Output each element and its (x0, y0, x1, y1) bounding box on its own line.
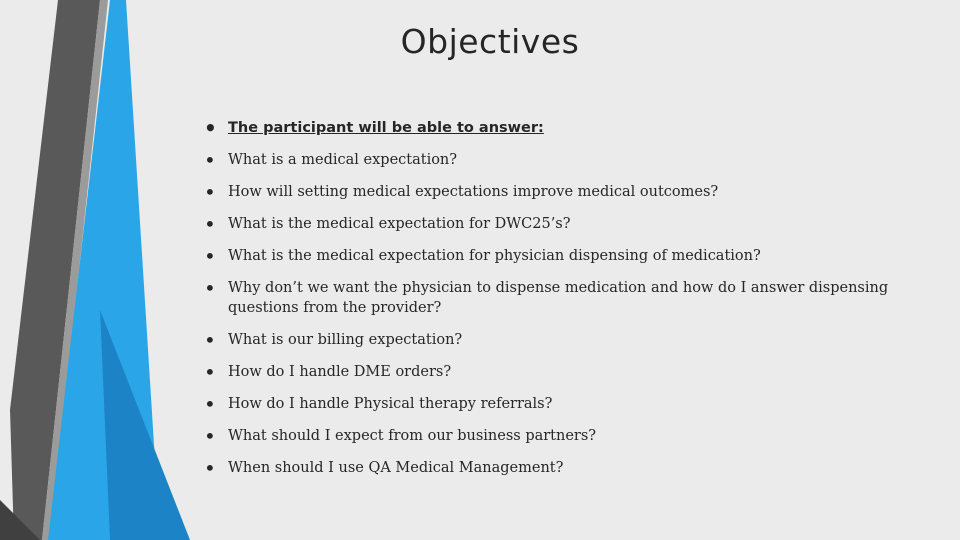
bullet-dot: • (204, 276, 216, 300)
bullet-text: How will setting medical expectations improve medical outcomes? (228, 184, 719, 200)
bullet-list (204, 118, 904, 490)
bullet-dot: • (204, 180, 216, 204)
bullet-text: What should I expect from our business partners? (228, 428, 597, 444)
bullet-dot: • (204, 148, 216, 172)
bullet-item (204, 118, 904, 138)
bullet-item (204, 182, 904, 202)
bullet-text: What is the medical expectation for physician dispensing of medication? (228, 248, 761, 264)
bullet-item (204, 394, 904, 414)
bullet-item (204, 214, 904, 234)
bullet-text: What is our billing expectation? (228, 332, 463, 348)
bullet-dot: • (204, 244, 216, 268)
bullet-dot: • (204, 328, 216, 352)
bullet-text: How do I handle Physical therapy referrals? (228, 396, 553, 412)
bullet-text: How do I handle DME orders? (228, 364, 452, 380)
bullet-item (204, 426, 904, 446)
bullet-dot: • (204, 360, 216, 384)
bullet-item (204, 246, 904, 266)
bullet-dot: • (204, 116, 217, 140)
bullet-item (204, 362, 904, 382)
bullet-text: Why don’t we want the physician to dispense medication and how do I answer dispensing questions from the provider? (228, 280, 889, 316)
bullet-text: What is the medical expectation for DWC25’s? (228, 216, 571, 232)
bullet-dot: • (204, 392, 216, 416)
bullet-item (204, 330, 904, 350)
slide-title: Objectives (400, 22, 580, 61)
bullet-item (204, 458, 904, 478)
bullet-text: What is a medical expectation? (228, 152, 458, 168)
bullet-item (204, 150, 904, 170)
bullet-text: When should I use QA Medical Management? (228, 460, 564, 476)
bullet-dot: • (204, 212, 216, 236)
bullet-item (204, 278, 904, 318)
bullet-dot: • (204, 456, 216, 480)
bullet-dot: • (204, 424, 216, 448)
bullet-text: The participant will be able to answer: (228, 120, 544, 136)
